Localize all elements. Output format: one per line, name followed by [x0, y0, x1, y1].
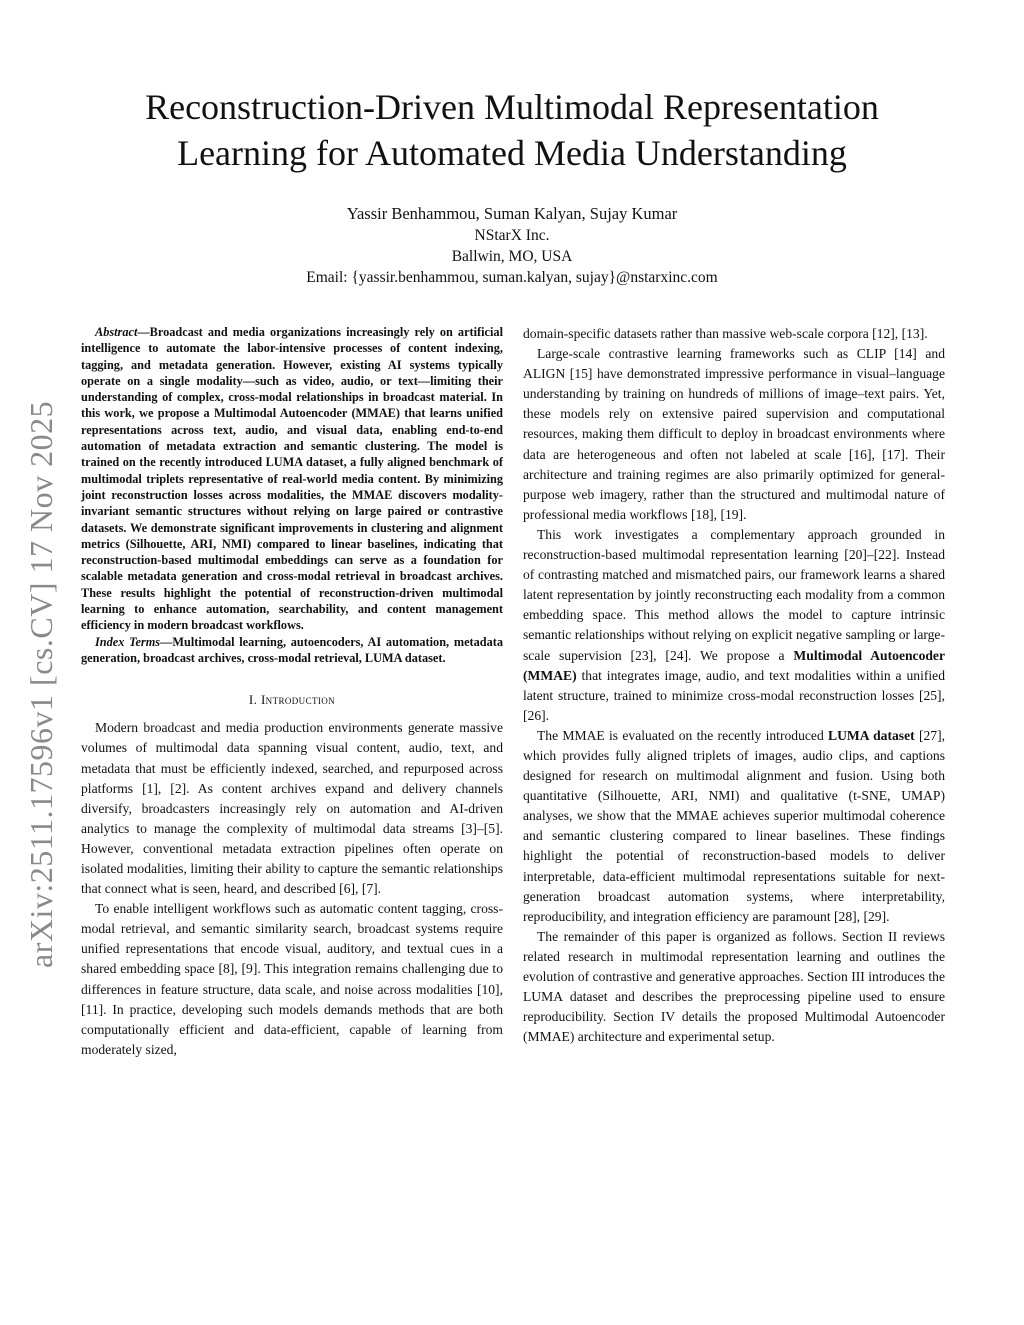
left-column: [81, 324, 503, 1060]
abstract: [81, 324, 503, 634]
right-paragraph-2: [523, 525, 945, 726]
author-affiliation: NStarX Inc.: [474, 227, 550, 244]
abstract-lead: Abstract: [95, 325, 138, 339]
intro-paragraph-1: Modern broadcast and media production environments generate massive volumes of multimodal data spanning visual content, audio, text, and metadata that must be efficiently indexed, searched, and repurposed across platforms [1], [2]. As content archives expand and delivery channels diversify, broadcasters increasingly rely on automation and AI-driven analytics to manage the complexity of multimodal data streams [3]–[5]. However, conventional metadata extraction pipelines often operate on isolated modalities, limiting their ability to capture the semantic relationships that connect what is seen, heard, and described [6], [7].: [81, 720, 503, 897]
abstract-text: —Broadcast and media organizations increasingly rely on artificial intelligence to automate the labor-intensive processes of content indexing, tagging, and metadata generation. However, existing AI systems typically operate on a single modality—such as video, audio, or text—limiting their understanding of complex, cross-modal relationships in broadcast material. In this work, we propose a Multimodal Autoencoder (MMAE) that learns unified representations across text, audio, and visual data, enabling end-to-end automation of metadata extraction and semantic clustering. The model is trained on the recently introduced LUMA dataset, a fully aligned benchmark of multimodal triplets representative of real-world media content. By minimizing joint reconstruction losses across modalities, the MMAE discovers modality-invariant semantic structures without relying on large paired or contrastive datasets. We demonstrate significant improvements in clustering and alignment metrics (Silhouette, ARI, NMI) compared to linear baselines, indicating that reconstruction-based multimodal embeddings can serve as a foundation for scalable metadata generation and cross-modal retrieval in broadcast archives. These results highlight the potential of reconstruction-driven multimodal learning to enhance automation, searchability, and content management efficiency in modern broadcast workflows.: [81, 325, 503, 633]
right-paragraph-3: [523, 726, 945, 927]
paper-title-line-1: Reconstruction-Driven Multimodal Representation: [145, 87, 879, 127]
luma-dataset-term: LUMA dataset: [828, 727, 915, 743]
author-names: Yassir Benhammou, Suman Kalyan, Sujay Kumar: [346, 204, 678, 223]
right-paragraph-0: domain-specific datasets rather than massive web-scale corpora [12], [13].: [523, 326, 928, 341]
index-terms-text: —Multimodal learning, autoencoders, AI automation, metadata generation, broadcast archives, cross-modal retrieval, LUMA dataset.: [81, 634, 503, 665]
author-email: Email: {yassir.benhammou, suman.kalyan, sujay}@nstarxinc.com: [306, 269, 718, 286]
paper-title: [60, 84, 964, 176]
right-paragraph-1: Large-scale contrastive learning frameworks such as CLIP [14] and ALIGN [15] have demonstrated impressive performance in visual–language understanding by training on hundreds of millions of image–text pairs. Yet, these models rely on extensive paired supervision and computational resources, making them difficult to deploy in broadcast environments where data are heterogeneous and often not labeled at scale [16], [17]. Their architecture and training regimes are also primarily optimized for general-purpose web imagery, rather than the structured and multimodal nature of professional media workflows [18], [19].: [523, 346, 945, 522]
arxiv-identifier-stamp: arXiv:2511.17596v1 [cs.CV] 17 Nov 2025: [23, 400, 59, 968]
right-column: [523, 324, 945, 1047]
paper-title-line-2: Learning for Automated Media Understanding: [177, 133, 847, 173]
right-paragraph-2-end: that integrates image, audio, and text modalities within a unified latent structure, trained to minimize cross-modal reconstruction losses [25], [26].: [523, 667, 945, 723]
mmae-term: Multimodal Autoencoder (MMAE): [523, 647, 945, 683]
section-heading-introduction: I. Introduction: [248, 692, 336, 708]
index-terms-lead: Index Terms: [95, 634, 161, 649]
author-location: Ballwin, MO, USA: [451, 248, 573, 265]
right-paragraph-3-start: The MMAE is evaluated on the recently introduced: [537, 727, 829, 743]
right-paragraph-2-start: This work investigates a complementary approach grounded in reconstruction-based multimodal representation learning [20]–[22]. Instead of contrasting matched and mismatched pairs, our framework learns a shared latent representation by jointly reconstructing each modality from a common embedding space. This method allows the model to capture intrinsic semantic relationships without relying on explicit negative sampling or large-scale supervision [23], [24]. We propose a: [523, 526, 945, 663]
right-paragraph-4: The remainder of this paper is organized as follows. Section II reviews related research in multimodal representation learning and outlines the evolution of contrastive and generative approaches. Section III introduces the LUMA dataset and describes the preprocessing pipeline used to ensure reproducibility. Section IV details the proposed Multimodal Autoencoder (MMAE) architecture and experimental setup.: [523, 928, 945, 1045]
author-block: [60, 203, 964, 288]
index-terms: [81, 634, 503, 667]
intro-paragraph-2: To enable intelligent workflows such as automatic content tagging, cross-modal retrieval, and semantic similarity search, broadcast systems require unified representations that encode visual, auditory, and textual cues in a shared embedding space [8], [9]. This integration remains challenging due to differences in feature structure, data scale, and noise across modalities [10], [11]. In practice, developing such models demands methods that are both computationally efficient and data-efficient, capable of learning from moderately sized,: [81, 901, 503, 1057]
right-paragraph-3-end: [27], which provides fully aligned triplets of images, audio clips, and captions designed for research on multimodal alignment and fusion. Using both quantitative (Silhouette, ARI, NMI) and qualitative (t-SNE, UMAP) analyses, we show that the MMAE achieves superior multimodal coherence and semantic clustering compared to linear baselines. These findings highlight the potential of reconstruction-based models to deliver interpretable, data-efficient multimodal representations suitable for next-generation broadcast automation systems, where interpretability, reproducibility, and integration efficiency are paramount [28], [29].: [523, 727, 945, 924]
